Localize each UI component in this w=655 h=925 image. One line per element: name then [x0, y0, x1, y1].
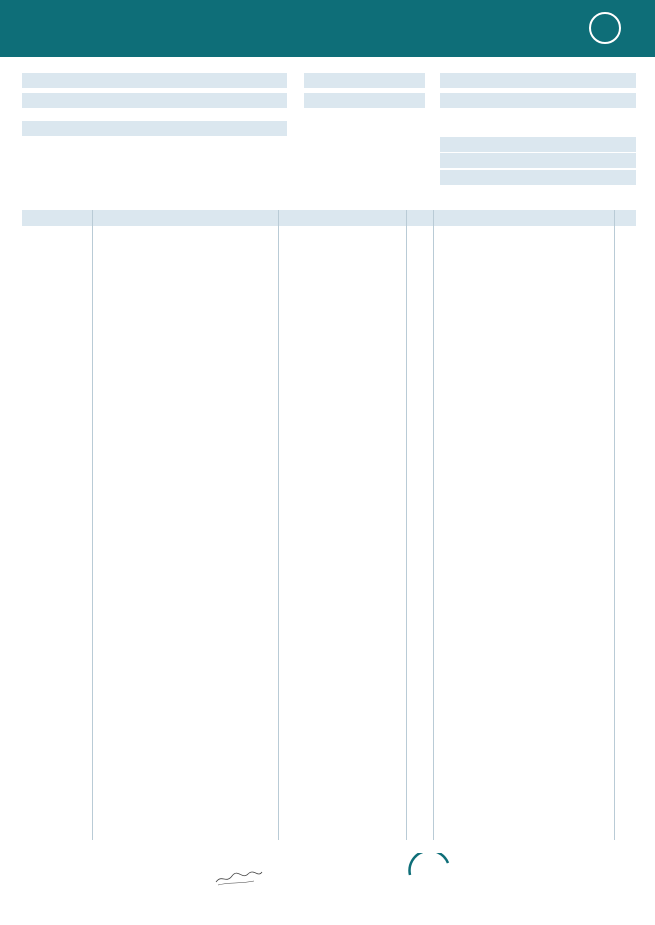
header-cmt — [406, 210, 433, 226]
results-table — [22, 210, 636, 840]
doctor-label — [440, 73, 636, 88]
header-item — [92, 210, 278, 226]
signature-icon — [214, 866, 264, 888]
report-label — [440, 170, 636, 185]
collect-time-label — [440, 137, 636, 152]
institution-label — [22, 73, 287, 88]
report-header-bar — [0, 0, 655, 57]
department-label — [304, 93, 425, 108]
patient-label — [22, 121, 287, 136]
header-specimen — [614, 210, 636, 226]
hospital-code-label — [22, 93, 287, 108]
clinical-label — [440, 93, 636, 108]
header-reference — [433, 210, 614, 226]
header-code — [22, 210, 92, 226]
header-result — [278, 210, 406, 226]
request-label — [440, 153, 636, 168]
sml-logo-icon — [588, 11, 622, 45]
sml-lab-logo-icon — [404, 853, 464, 893]
ward-label — [304, 73, 425, 88]
